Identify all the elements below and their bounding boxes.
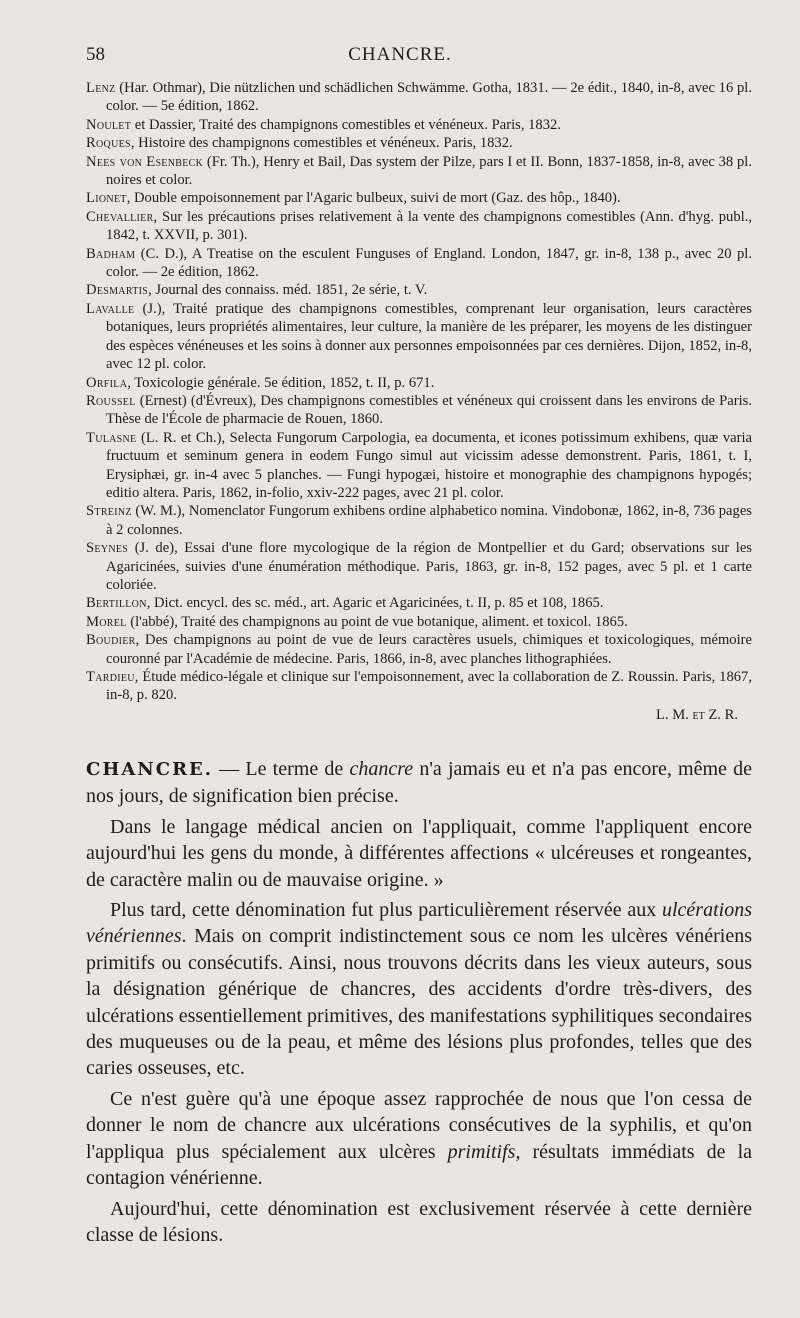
- bibliography-entry: [86, 153, 752, 190]
- entry-text: (W. M.), Nomenclator Fungorum exhibens ordine alphabetico nomina. Vindobonæ, 1862, in-8, 736 pages à 2 colonnes.: [106, 503, 752, 538]
- bibliography-entry: [86, 245, 752, 282]
- entry-text: , Double empoisonnement par l'Agaric bulbeux, suivi de mort (Gaz. des hôp., 1840).: [126, 190, 621, 207]
- entry-text: , Journal des connaiss. méd. 1851, 2e série, t. V.: [148, 282, 428, 299]
- bibliography-list: [86, 79, 752, 705]
- bibliography-entry: [86, 539, 752, 594]
- author-signature: L. M. et Z. R.: [656, 706, 738, 723]
- entry-text: (C. D.), A Treatise on the esculent Funguses of England. London, 1847, gr. in-8, 138 p., avec 20 pl. color. — 2e édition, 1862.: [106, 245, 752, 281]
- para-4-text-a: Ce n'est guère qu'à une époque assez rapprochée de nous que l'on cessa de donner le nom de chancre aux ulcérations consécutives de la syphilis, et qu'on l'appliqua plus spécialement aux ulcères: [86, 1087, 752, 1163]
- para-3-text-b: . Mais on comprit indistinctement sous ce nom les ulcères vénériens primitifs ou consécutifs. Ainsi, nous trouvons décrits dans les vieux auteurs, sous la désignation générique de chancres, des accidents d'ordre très-divers, des ulcérations essentiellement primitives, des manifestations syphilitiques secondaires des muqueuses ou de la peau, et même des lésions plus profondes, telles que des caries osseuses, etc.: [86, 925, 752, 1080]
- entry-text: (J. de), Essai d'une flore mycologique de la région de Montpellier et du Gard; observations sur les Agaricinées, suivies d'une énumération méthodique. Paris, 1863, gr. in-8, 152 pages, avec 5 pl. et 1 carte coloriée.: [106, 540, 752, 593]
- entry-author: Morel: [86, 613, 127, 630]
- entry-author: Tardieu: [86, 669, 135, 685]
- entry-text: , Étude médico-légale et clinique sur l'empoisonnement, avec la collaboration de Z. Roussin. Paris, 1867, in-8, p. 820.: [106, 669, 752, 704]
- bibliography-entry: [86, 281, 752, 299]
- entry-author: Lavalle: [86, 300, 135, 317]
- bibliography-entry: [86, 392, 752, 429]
- page-number: 58: [86, 44, 105, 65]
- entry-author: Seynes: [86, 540, 129, 557]
- bibliography-entry: [86, 429, 752, 503]
- entry-text: , Sur les précautions prises relativement à la vente des champignons comestibles (Ann. d'hyg. publ., 1842, t. XXVII, p. 301).: [106, 208, 752, 244]
- bibliography-entry: [86, 374, 752, 392]
- running-title: CHANCRE.: [348, 44, 452, 65]
- paragraph-4: [86, 1086, 752, 1192]
- intro-term: chancre: [349, 758, 414, 780]
- bibliography-entry: [86, 208, 752, 245]
- intro-text-1: — Le terme de: [213, 758, 350, 780]
- para-3-text-a: Plus tard, cette dénomination fut plus particulièrement réservée aux: [110, 899, 662, 922]
- entry-author: Bertillon: [86, 595, 147, 612]
- headword: CHANCRE.: [86, 759, 214, 780]
- bibliography-entry: [86, 300, 752, 374]
- bibliography-entry: [86, 594, 752, 612]
- entry-text: , Toxicologie générale. 5e édition, 1852, t. II, p. 671.: [127, 374, 435, 391]
- entry-author: Lionet: [86, 190, 127, 207]
- entry-text: (Fr. Th.), Henry et Bail, Das system der Pilze, pars I et II. Bonn, 1837-1858, in-8, avec 38 pl. noires et color.: [106, 153, 752, 189]
- entry-author: Roussel: [86, 392, 136, 409]
- bibliography-entry: [86, 631, 752, 668]
- entry-author: Roques: [86, 135, 131, 152]
- bibliography-entry: [86, 613, 752, 631]
- para-4-text-b: , résultats immédiats de la contagion vénérienne.: [86, 1140, 753, 1190]
- paragraph-3: [86, 897, 752, 1082]
- paragraph-5: Aujourd'hui, cette dénomination est exclusivement réservée à cette dernière classe de lésions.: [86, 1197, 752, 1246]
- entry-text: (J.), Traité pratique des champignons comestibles, comprenant leur organisation, leurs caractères botaniques, leurs propriétés alimentaires, leur culture, la manière de les préparer, les moyens de les distinguer des espèces vénéneuses et les soins à donner aux personnes empoisonnées par ces dernières. Dijon, 1852, in-8, avec 12 pl. color.: [106, 300, 752, 373]
- entry-author: Chevallier: [86, 208, 154, 225]
- entry-author: Orfila: [86, 374, 128, 391]
- article-chancre: [86, 756, 752, 1252]
- article-intro: [86, 756, 752, 810]
- paragraph-2: Dans le langage médical ancien on l'appliquait, comme l'appliquent encore aujourd'hui les gens du monde, à différentes affections « ulcéreuses et rongeantes, de caractère malin ou de mauvaise origine. »: [86, 815, 752, 891]
- entry-text: (Ernest) (d'Évreux), Des champignons comestibles et vénéneux qui croissent dans les environs de Paris. Thèse de l'École de pharmacie de Rouen, 1860.: [106, 392, 752, 428]
- page-header: [0, 44, 800, 68]
- entry-text: (Har. Othmar), Die nützlichen und schädlichen Schwämme. Gotha, 1831. — 2e édit., 1840, in-8, avec 16 pl. color. — 5e édition, 1862.: [106, 80, 752, 115]
- entry-author: Tulasne: [86, 429, 137, 446]
- bibliography-entry: [86, 502, 752, 539]
- para-3-term: ulcérations vénériennes: [86, 899, 752, 948]
- bibliography-entry: [86, 116, 752, 134]
- entry-text: , Histoire des champignons comestibles et vénéneux. Paris, 1832.: [130, 135, 513, 152]
- entry-author: Boudier: [86, 632, 136, 649]
- bibliography-entry: [86, 189, 752, 207]
- bibliography-entry: [86, 134, 752, 152]
- entry-author: Nees von Esenbeck: [86, 153, 204, 170]
- bibliography-entry: [86, 79, 752, 116]
- entry-author: Badham: [86, 245, 136, 262]
- entry-author: Desmartis: [86, 282, 149, 299]
- bibliography-entry: [86, 668, 752, 705]
- entry-author: Noulet: [86, 116, 132, 133]
- entry-text: , Des champignons au point de vue de leurs caractères usuels, chimiques et toxicologiques, mémoire couronné par l'Académie de médecine. Paris, 1866, in-8, avec planches lithographiées.: [106, 632, 752, 667]
- intro-text-2: n'a jamais eu et n'a pas encore, même de nos jours, de signification bien précise.: [86, 758, 752, 808]
- entry-text: , Dict. encycl. des sc. méd., art. Agaric et Agaricinées, t. II, p. 85 et 108, 1865.: [146, 595, 604, 612]
- entry-author: Streinz: [86, 503, 132, 520]
- entry-text: et Dassier, Traité des champignons comestibles et vénéneux. Paris, 1832.: [131, 116, 561, 133]
- bibliography: [86, 79, 752, 724]
- para-4-term: primitifs: [447, 1140, 516, 1163]
- entry-author: Lenz: [86, 80, 116, 96]
- entry-text: (L. R. et Ch.), Selecta Fungorum Carpologia, ea documenta, et icones potissimum exhibens, quæ varia fructuum et seminum genera in eodem Fungo simul aut vicissim adesse demonstrent. Paris, 1861, t. I, Erysiphæi, gr. in-4 avec 5 planches. — Fungi hypogæi, histoire et monographie des champignons hypogés; editio altera. Paris, 1862, in-folio, xxiv-222 pages, avec 21 pl. color.: [106, 429, 752, 501]
- entry-text: (l'abbé), Traité des champignons au point de vue botanique, aliment. et toxicol. 1865.: [126, 613, 628, 630]
